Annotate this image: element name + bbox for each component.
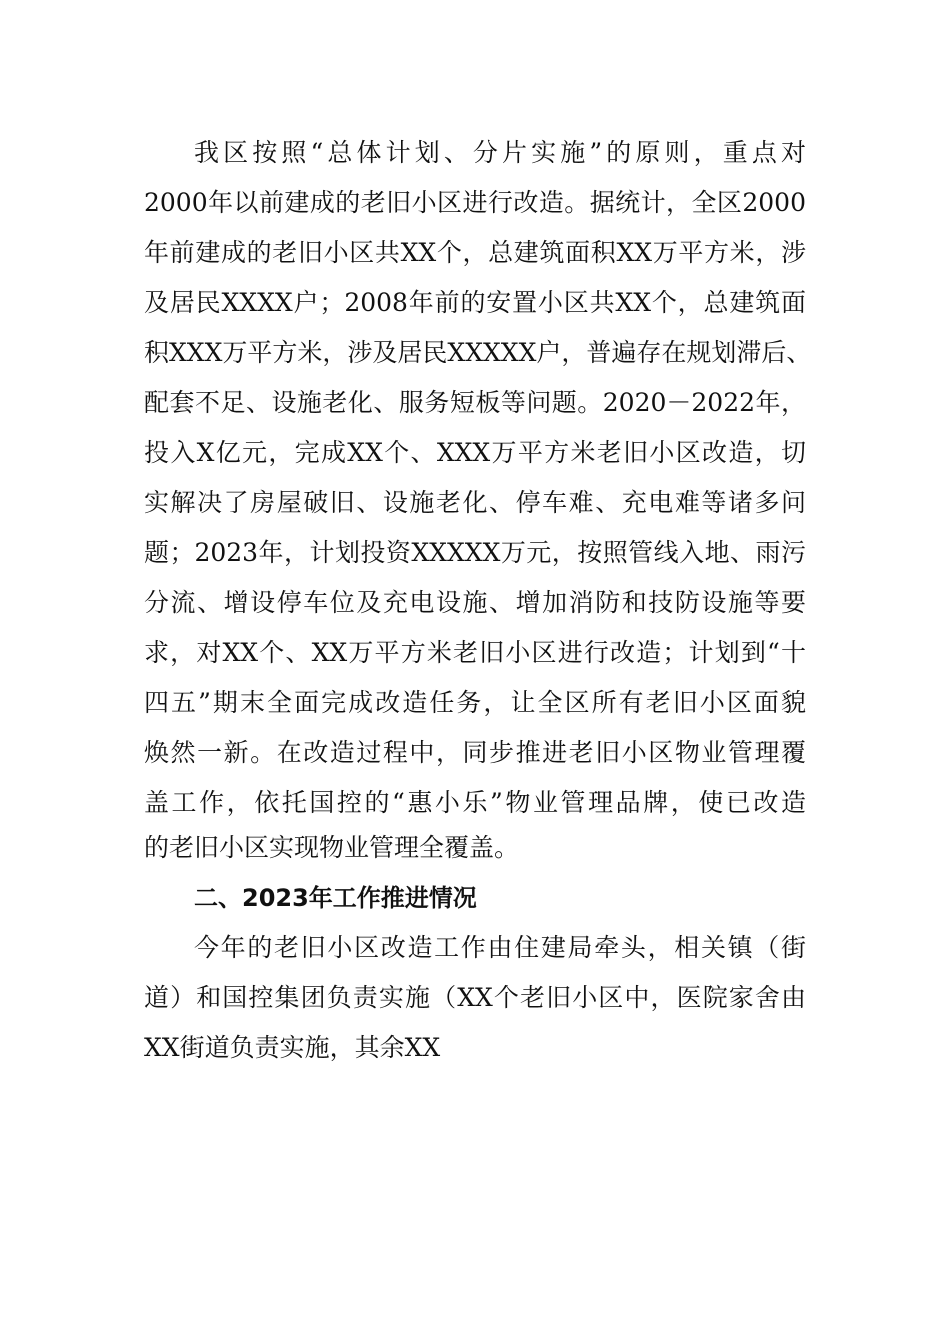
paragraph-1-line-10: 分流、增设停车位及充电设施、增加消防和技防设施等要 — [144, 588, 806, 617]
paragraph-1-line-5: 积XXX万平方米，涉及居民XXXXX户，普遍存在规划滞后、 — [144, 338, 812, 367]
paragraph-1-line-15: 的老旧小区实现物业管理全覆盖。 — [144, 833, 520, 862]
paragraph-1-line-13: 焕然一新。在改造过程中，同步推进老旧小区物业管理覆 — [144, 738, 806, 767]
paragraph-1-line-12: 四五”期末全面完成改造任务，让全区所有老旧小区面貌 — [144, 688, 806, 717]
paragraph-2-line-3: XX街道负责实施，其余XX — [144, 1033, 441, 1062]
paragraph-1-line-6: 配套不足、设施老化、服务短板等问题。2020－2022年， — [144, 388, 806, 417]
paragraph-1-line-14: 盖工作，依托国控的“惠小乐”物业管理品牌，使已改造 — [144, 788, 806, 817]
paragraph-1-line-4: 及居民XXXX户；2008年前的安置小区共XX个，总建筑面 — [144, 288, 806, 317]
paragraph-1-line-3: 年前建成的老旧小区共XX个，总建筑面积XX万平方米，涉 — [144, 238, 806, 267]
paragraph-2-line-2: 道）和国控集团负责实施（XX个老旧小区中，医院家舍由 — [144, 983, 806, 1012]
section-heading: 二、2023年工作推进情况 — [194, 884, 477, 912]
paragraph-1-line-11: 求，对XX个、XX万平方米老旧小区进行改造；计划到“十 — [144, 638, 806, 667]
paragraph-1-line-2: 2000年以前建成的老旧小区进行改造。据统计，全区2000 — [144, 188, 806, 217]
paragraph-1-line-8: 实解决了房屋破旧、设施老化、停车难、充电难等诸多问 — [144, 488, 806, 517]
paragraph-1-line-9: 题；2023年，计划投资XXXXX万元，按照管线入地、雨污 — [144, 538, 806, 567]
paragraph-2-line-1: 今年的老旧小区改造工作由住建局牵头，相关镇（街 — [194, 933, 806, 962]
paragraph-1-line-1: 我区按照“总体计划、分片实施”的原则，重点对 — [194, 138, 806, 167]
paragraph-1-line-7: 投入X亿元，完成XX个、XXX万平方米老旧小区改造，切 — [144, 438, 806, 467]
